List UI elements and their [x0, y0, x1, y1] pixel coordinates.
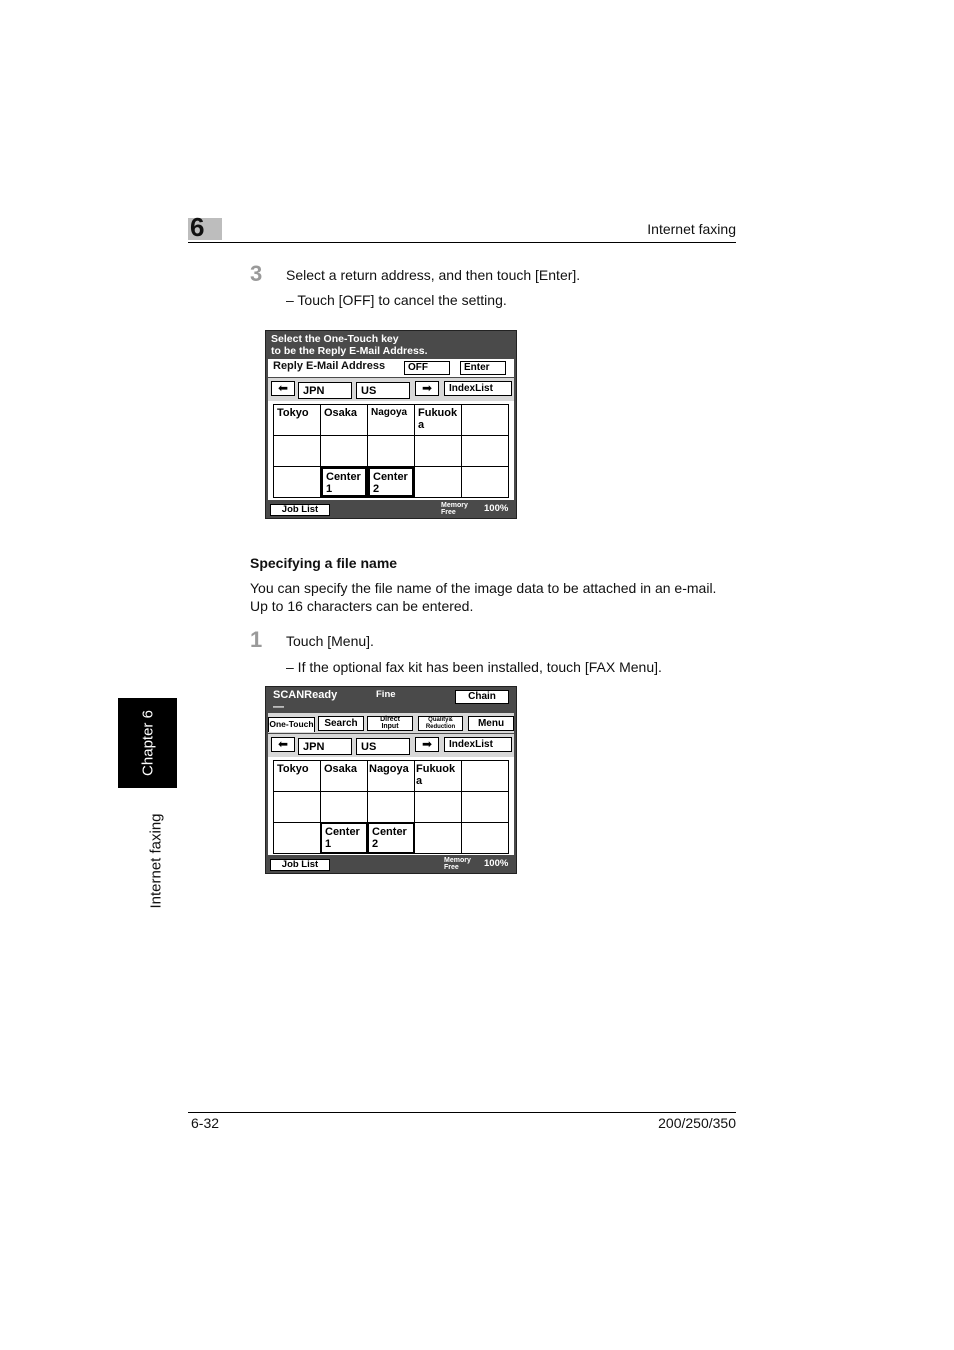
off-button[interactable]: OFF	[404, 361, 450, 375]
section-heading: Specifying a file name	[250, 555, 398, 571]
function-tab-bar	[268, 713, 514, 733]
one-touch-key[interactable]	[321, 792, 367, 822]
resolution-fine: Fine	[376, 689, 396, 700]
one-touch-key[interactable]: Center 2	[368, 823, 414, 853]
one-touch-key[interactable]	[462, 467, 508, 497]
section-paragraph-line1: You can specify the file name of the image data to be attached in an e-mail.	[250, 580, 717, 596]
one-touch-key[interactable]: Nagoya	[368, 405, 414, 435]
left-arrow-icon[interactable]: ⬅	[271, 737, 295, 752]
footer-rule	[188, 1112, 736, 1113]
one-touch-key[interactable]: Nagoya	[368, 761, 414, 791]
reply-address-bar	[268, 359, 514, 377]
one-touch-key[interactable]: Tokyo	[274, 761, 320, 791]
one-touch-key[interactable]: Fukuok a	[415, 405, 461, 435]
side-tab-chapter-label: Chapter 6	[139, 710, 157, 776]
scan-status: SCANReady	[273, 689, 338, 701]
right-arrow-icon[interactable]: ➡	[415, 737, 439, 752]
one-touch-key[interactable]	[274, 792, 320, 822]
one-touch-key[interactable]	[415, 436, 461, 466]
memory-free-value: 100%	[484, 858, 509, 869]
step-number: 3	[250, 261, 263, 286]
one-touch-key[interactable]: Tokyo	[274, 405, 320, 435]
address-tab-bar	[268, 734, 514, 757]
free-label: Free	[444, 864, 459, 871]
panel-status-bar	[266, 500, 516, 518]
one-touch-key-area	[268, 401, 514, 501]
status-mark: —	[273, 701, 284, 713]
one-touch-key[interactable]	[462, 761, 508, 791]
one-touch-key[interactable]: Osaka	[321, 761, 367, 791]
one-touch-grid	[273, 404, 509, 498]
tab-search[interactable]: Search	[318, 716, 364, 731]
indexlist-button[interactable]: IndexList	[444, 737, 512, 752]
one-touch-key[interactable]	[274, 436, 320, 466]
indexlist-button[interactable]: IndexList	[444, 381, 512, 396]
one-touch-key[interactable]	[415, 467, 461, 497]
one-touch-key[interactable]	[368, 792, 414, 822]
tab-quality-reduction[interactable]	[418, 716, 463, 731]
page-number: 6-32	[191, 1115, 220, 1131]
panel-header-line1: Select the One-Touch key	[271, 333, 399, 345]
step-subtext: – If the optional fax kit has been installed, touch [FAX Menu].	[286, 659, 662, 675]
chapter-number: 6	[190, 212, 205, 242]
header-rule	[188, 242, 736, 243]
one-touch-key[interactable]	[368, 436, 414, 466]
one-touch-key[interactable]	[415, 823, 461, 853]
one-touch-key[interactable]	[415, 792, 461, 822]
one-touch-key[interactable]: Fukuok a	[415, 761, 461, 791]
job-list-button[interactable]: Job List	[270, 504, 330, 516]
chain-button[interactable]: Chain	[455, 690, 509, 704]
one-touch-key-selected[interactable]: Center 2	[368, 467, 414, 497]
one-touch-key[interactable]	[462, 405, 508, 435]
step-text: Touch [Menu].	[286, 633, 374, 649]
section-paragraph-line2: Up to 16 characters can be entered.	[250, 598, 474, 614]
tab-one-touch[interactable]: One-Touch	[268, 717, 315, 732]
tab-direct-input-line2: Input	[381, 722, 399, 730]
tab-quality-line2: Reduction	[425, 723, 456, 730]
tab-us[interactable]: US	[356, 738, 410, 755]
one-touch-key[interactable]	[462, 792, 508, 822]
reply-address-screen	[265, 330, 517, 519]
one-touch-key[interactable]: Osaka	[321, 405, 367, 435]
one-touch-key[interactable]	[462, 823, 508, 853]
job-list-button[interactable]: Job List	[270, 859, 330, 871]
menu-button[interactable]: Menu	[468, 716, 514, 731]
scan-main-screen	[265, 686, 517, 874]
one-touch-key[interactable]: Center 1	[321, 823, 367, 853]
tab-jpn[interactable]: JPN	[298, 382, 352, 399]
side-tab-section-label: Internet faxing	[147, 813, 165, 909]
tab-direct-input-line1: Direct	[380, 716, 400, 723]
running-header-title: Internet faxing	[647, 221, 736, 237]
step-number: 1	[250, 627, 263, 652]
memory-label: Memory	[441, 502, 468, 509]
right-arrow-icon[interactable]: ➡	[415, 381, 439, 396]
one-touch-key-selected[interactable]: Center 1	[321, 467, 367, 497]
step-text: Select a return address, and then touch [Enter].	[286, 267, 581, 283]
tab-jpn[interactable]: JPN	[298, 738, 352, 755]
one-touch-key[interactable]	[274, 823, 320, 853]
address-tab-bar	[268, 378, 514, 401]
one-touch-key[interactable]	[462, 436, 508, 466]
tab-direct-input[interactable]	[367, 716, 413, 731]
panel-header-line2: to be the Reply E-Mail Address.	[271, 345, 428, 357]
one-touch-key-area	[268, 757, 514, 857]
one-touch-key[interactable]	[274, 467, 320, 497]
model-numbers: 200/250/350	[658, 1115, 736, 1131]
reply-address-label: Reply E-Mail Address	[273, 360, 386, 372]
step-subtext: – Touch [OFF] to cancel the setting.	[286, 292, 507, 308]
tab-quality-line1: Quality&	[428, 717, 453, 723]
left-arrow-icon[interactable]: ⬅	[271, 381, 295, 396]
memory-free-value: 100%	[484, 503, 509, 514]
one-touch-grid	[273, 760, 509, 854]
enter-button[interactable]: Enter	[460, 361, 506, 375]
panel-status-bar	[266, 855, 516, 873]
tab-us[interactable]: US	[356, 382, 410, 399]
memory-label: Memory	[444, 857, 471, 864]
free-label: Free	[441, 509, 456, 516]
one-touch-key[interactable]	[321, 436, 367, 466]
